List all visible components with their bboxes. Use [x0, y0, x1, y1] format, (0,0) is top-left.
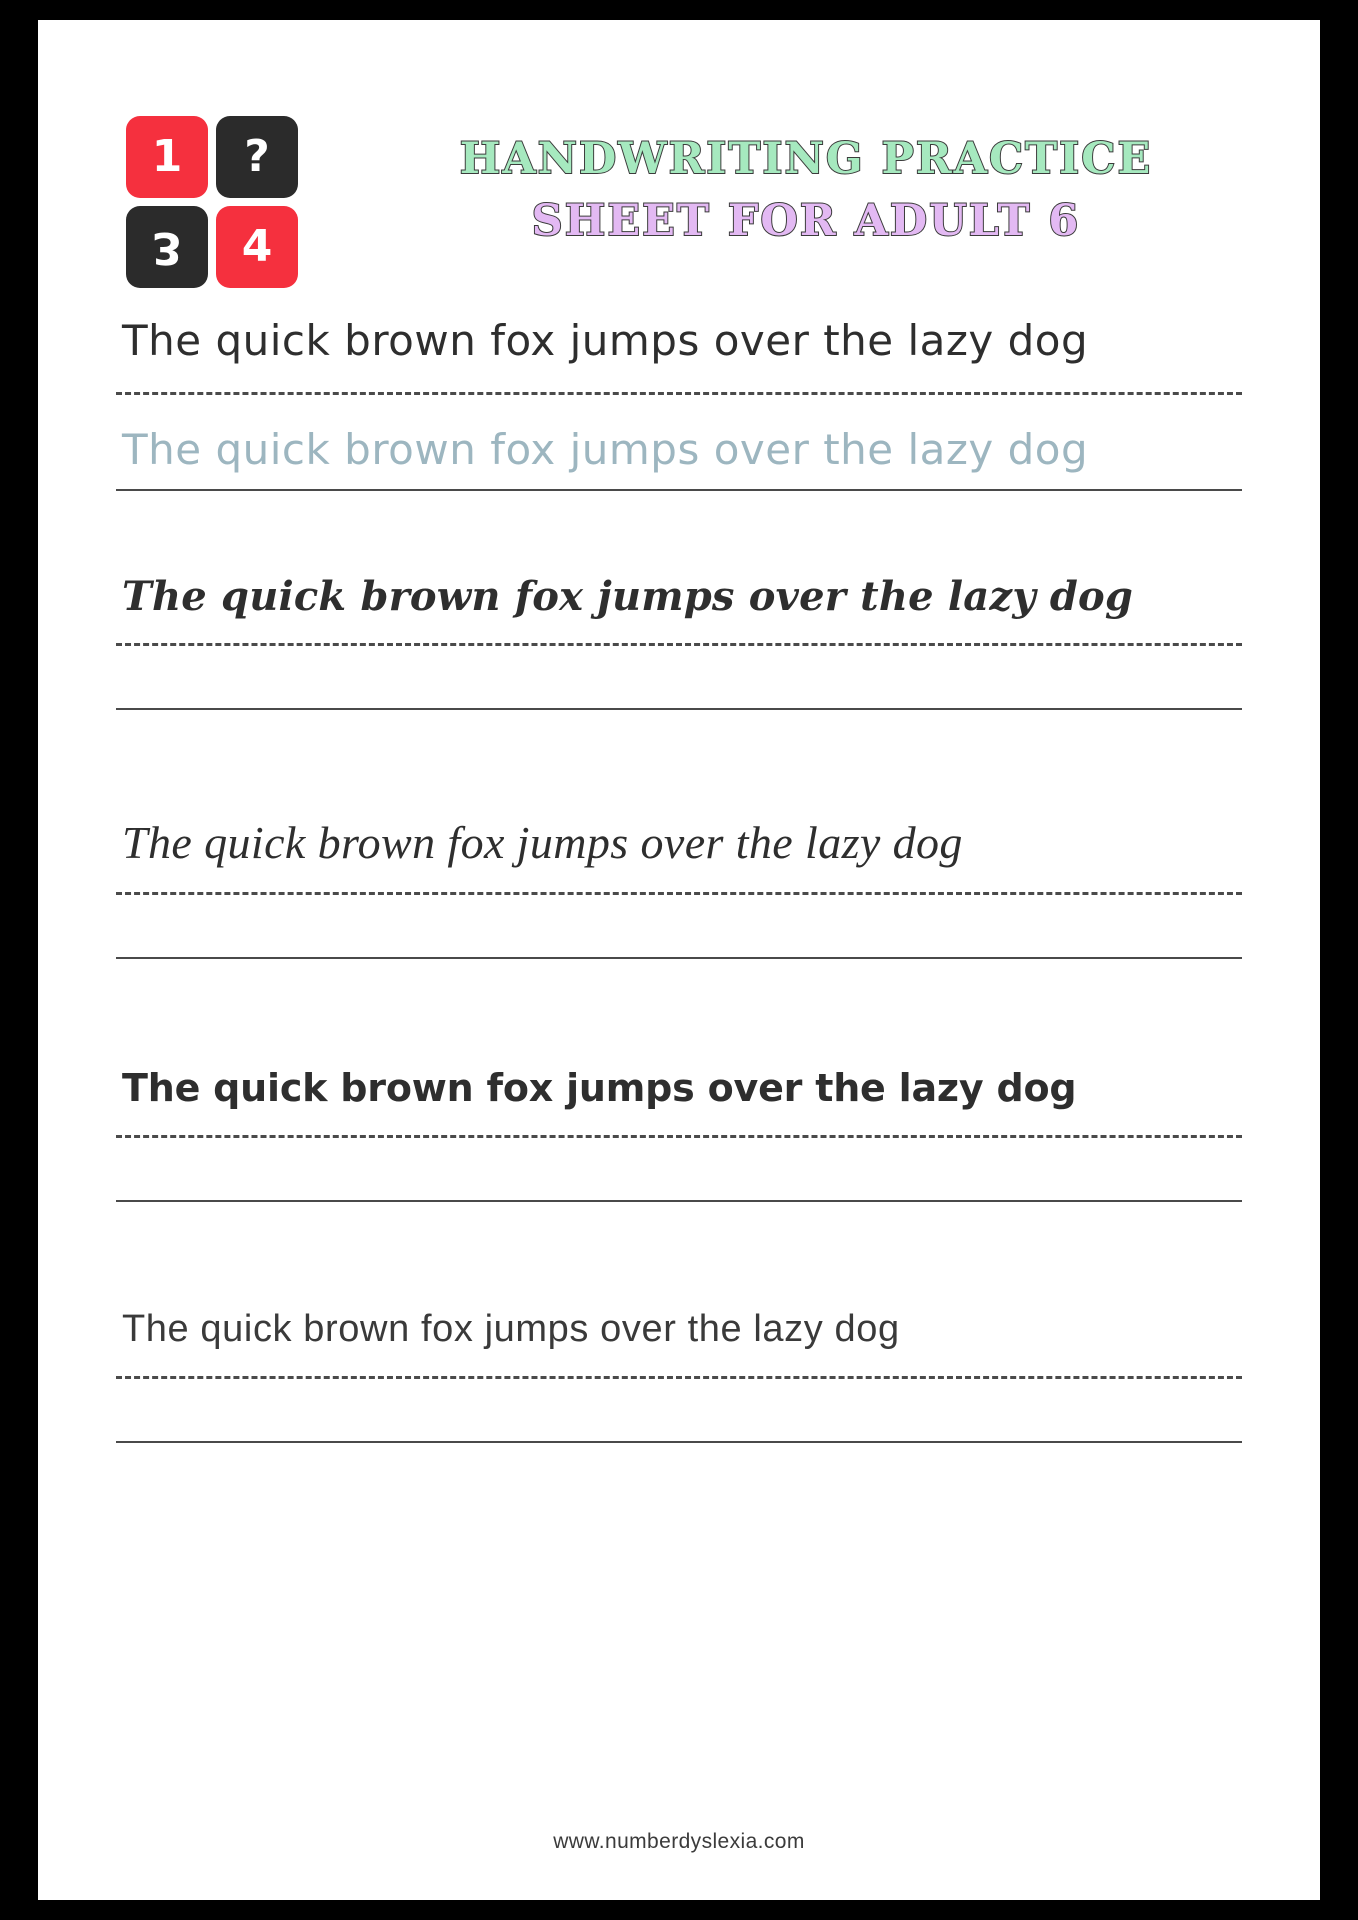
baseline-guide-5 [116, 1441, 1242, 1443]
footer-website: www.numberdyslexia.com [553, 1830, 805, 1853]
practice-block-3 [116, 817, 1242, 959]
worksheet-page [38, 20, 1320, 1900]
practice-block-2 [116, 573, 1242, 710]
practice-line-model-4: The quick brown fox jumps over the lazy dog [122, 1066, 1077, 1110]
dashed-guide-1 [116, 392, 1242, 395]
worksheet-header [38, 112, 1320, 302]
logo-tile-question [216, 116, 298, 198]
logo-tile-one [126, 116, 208, 198]
practice-line-model-1: The quick brown fox jumps over the lazy dog [122, 316, 1089, 365]
page-title-line-1: HANDWRITING PRACTICE [459, 134, 1153, 184]
practice-block-4 [116, 1066, 1242, 1202]
logo-tile-three-label: 3 [151, 222, 183, 273]
practice-block-5 [116, 1310, 1242, 1443]
practice-line-model-3: The quick brown fox jumps over the lazy dog [122, 817, 963, 868]
practice-line-model-2: The quick brown fox jumps over the lazy dog [122, 573, 1134, 620]
logo-tile-four-label: 4 [241, 221, 273, 272]
baseline-guide-3 [116, 957, 1242, 959]
page-title-line-2: SHEET FOR ADULT 6 [531, 196, 1081, 247]
page-title [332, 128, 1320, 253]
dashed-guide-3 [116, 892, 1242, 895]
dashed-guide-4 [116, 1135, 1242, 1138]
baseline-guide-4 [116, 1200, 1242, 1202]
practice-line-model-5: The quick brown fox jumps over the lazy dog [122, 1308, 900, 1350]
practice-line-trace-1: The quick brown fox jumps over the lazy dog [122, 425, 1089, 474]
brand-logo [126, 116, 298, 288]
baseline-guide-2 [116, 708, 1242, 710]
practice-block-1 [116, 316, 1242, 491]
dashed-guide-2 [116, 643, 1242, 646]
logo-tile-three [126, 206, 208, 288]
dashed-guide-5 [116, 1376, 1242, 1379]
logo-tile-question-label: ? [244, 131, 270, 182]
baseline-guide-1 [116, 489, 1242, 491]
practice-sheet [38, 316, 1320, 1443]
logo-tile-four [216, 206, 298, 288]
logo-tile-one-label: 1 [151, 131, 183, 182]
